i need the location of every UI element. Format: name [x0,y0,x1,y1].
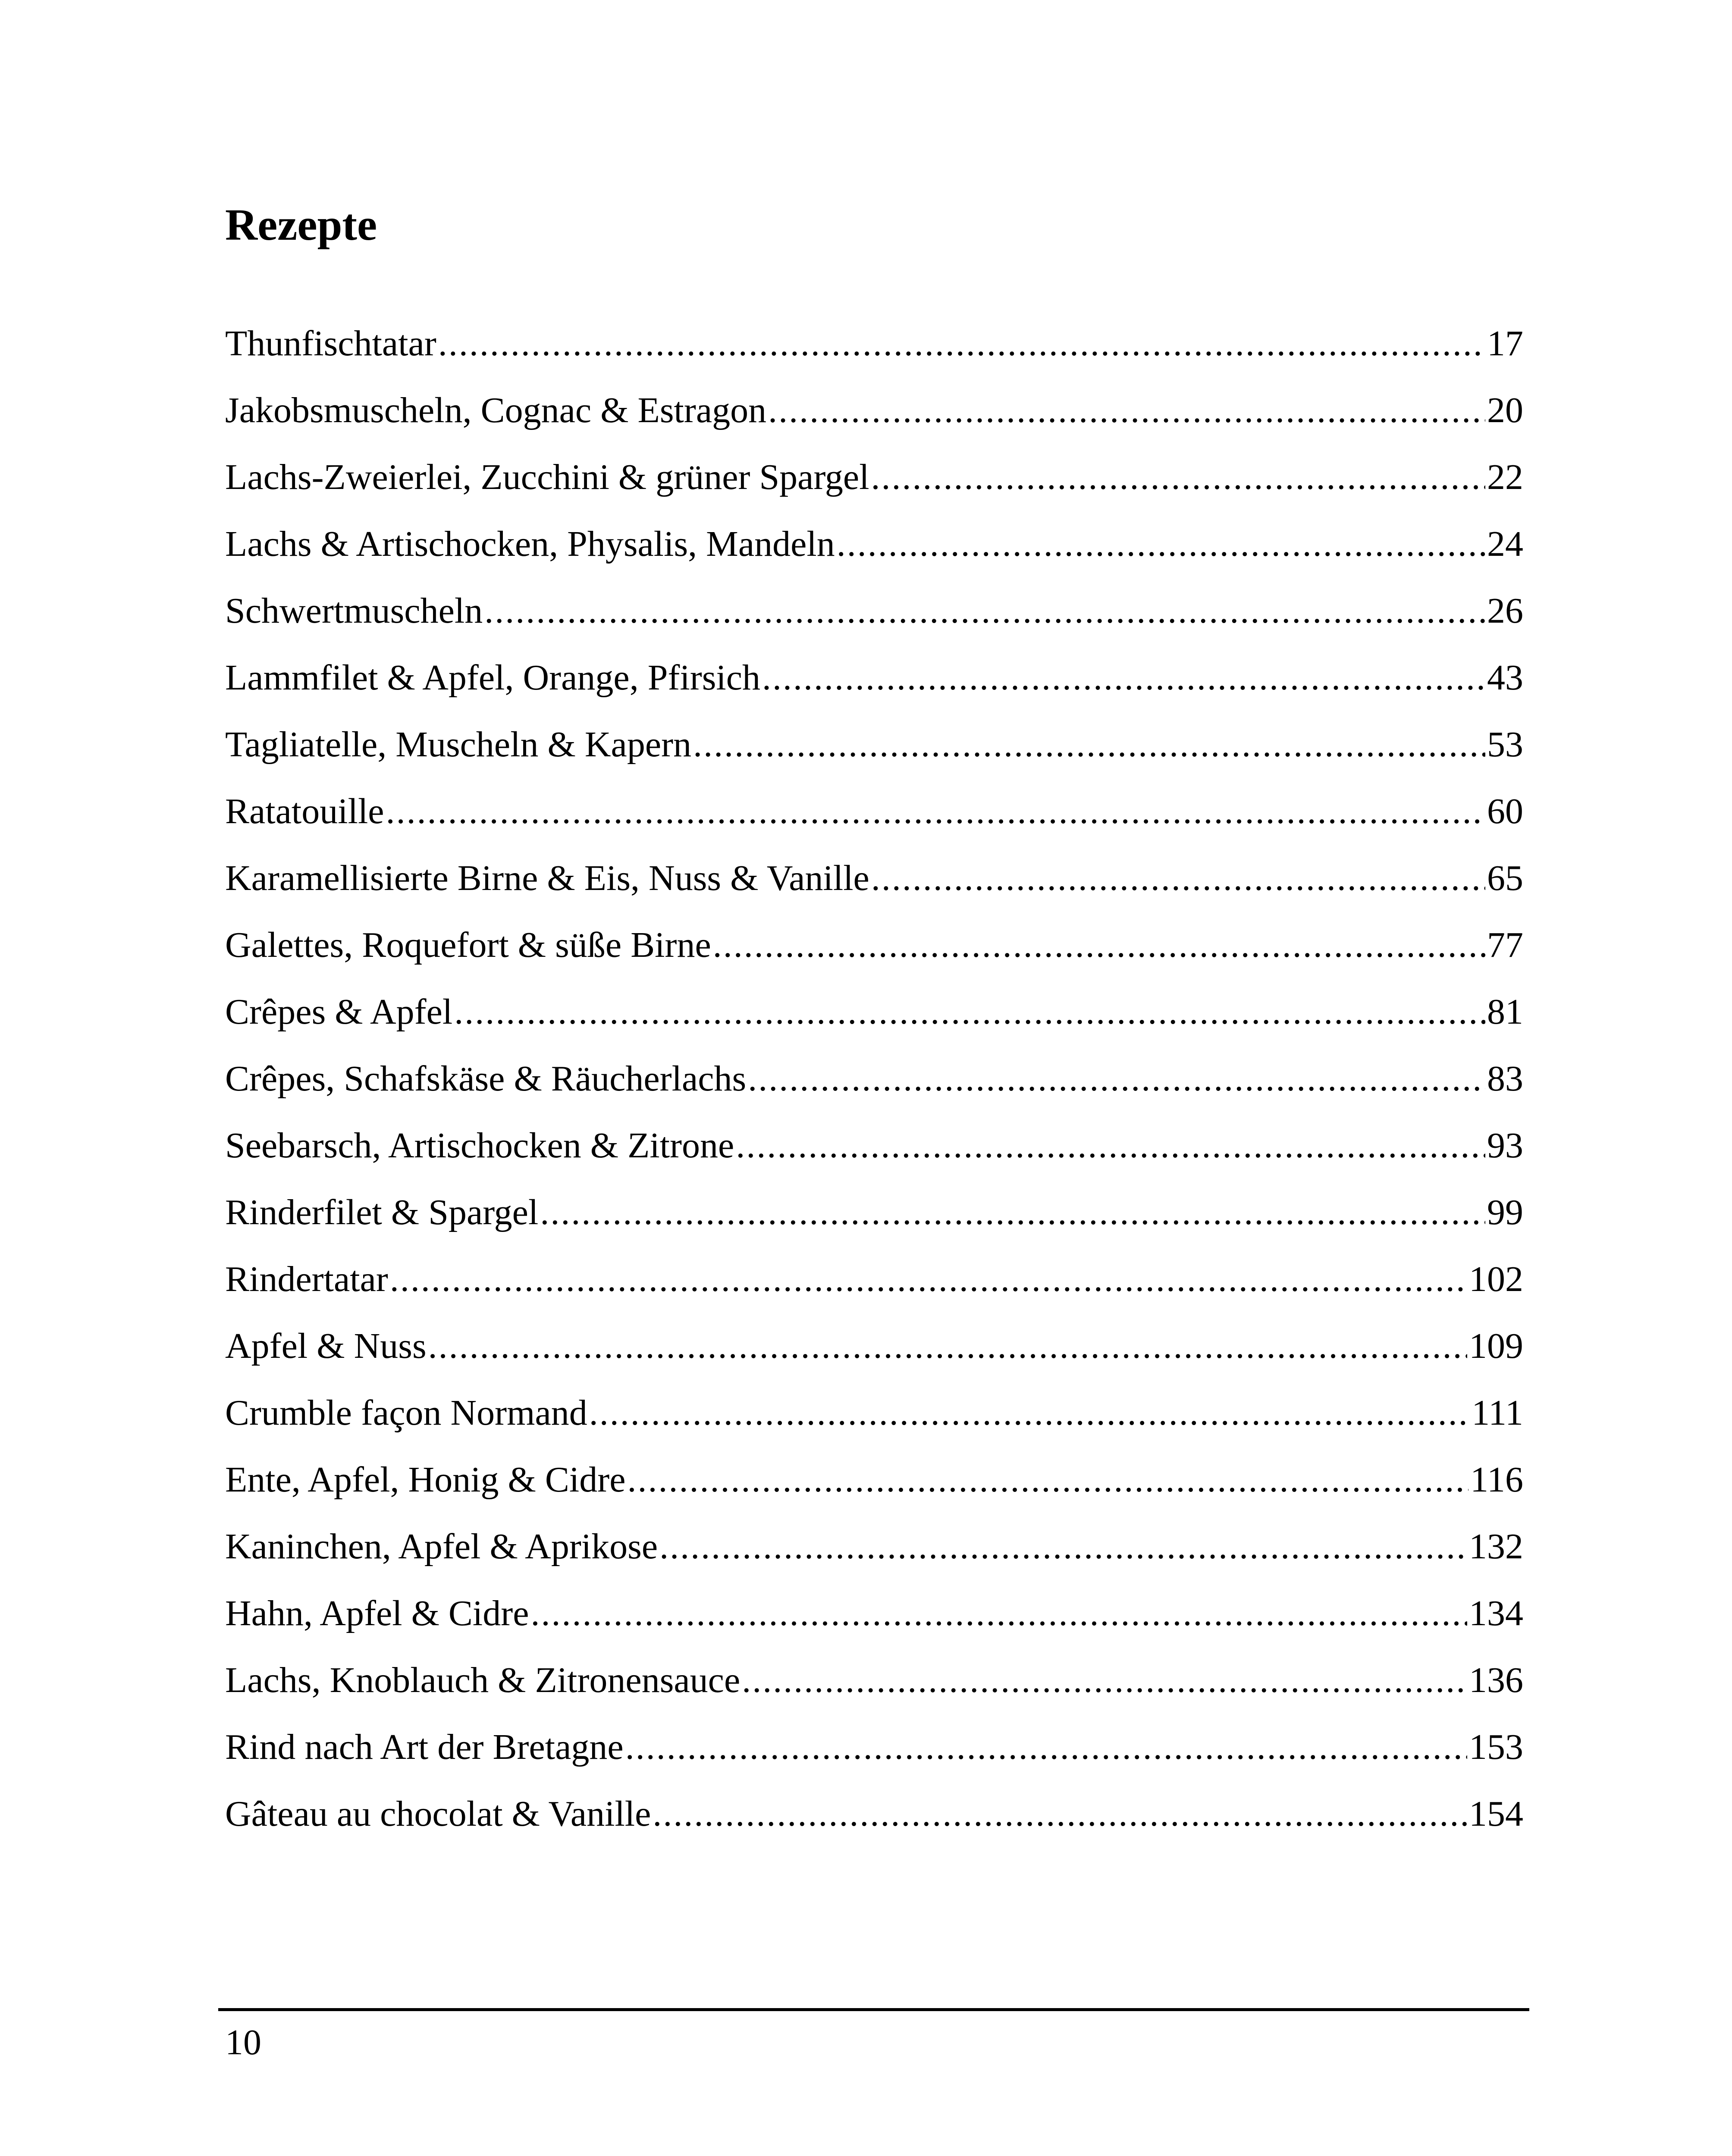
page-number: 10 [225,2022,261,2062]
toc-entry-page: 77 [1487,927,1523,965]
toc-entry-title: Galettes, Roquefort & süße Birne [225,927,711,965]
toc-entry[interactable] [225,1395,1523,1462]
toc-entry-title: Ratatouille [225,793,384,831]
toc-dot-leader [531,1595,1467,1632]
toc-entry-title: Apfel & Nuss [225,1328,427,1366]
toc-entry[interactable] [225,660,1523,727]
toc-entry-page: 136 [1469,1662,1523,1700]
toc-dot-leader [540,1194,1485,1231]
toc-entry-page: 132 [1469,1529,1523,1567]
toc-entry-title: Crumble façon Normand [225,1395,587,1433]
toc-dot-leader [768,392,1485,429]
toc-entry-title: Rinderfilet & Spargel [225,1194,539,1232]
toc-entry-title: Lachs, Knoblauch & Zitronensauce [225,1662,740,1700]
toc-dot-leader [693,727,1485,763]
toc-entry[interactable] [225,526,1523,593]
toc-entry[interactable] [225,1328,1523,1395]
toc-entry-title: Crêpes & Apfel [225,994,453,1032]
toc-entry[interactable] [225,1796,1523,1863]
toc-entry-page: 99 [1487,1194,1523,1232]
toc-entry-page: 83 [1487,1061,1523,1099]
toc-entry-title: Kaninchen, Apfel & Aprikose [225,1529,658,1567]
toc-entry-title: Lachs-Zweierlei, Zucchini & grüner Spargel [225,459,869,497]
toc-dot-leader [625,1729,1467,1765]
toc-entry-page: 116 [1470,1462,1523,1500]
toc-entry-page: 17 [1487,326,1523,364]
toc-entry-title: Hahn, Apfel & Cidre [225,1595,529,1633]
toc-dot-leader [837,526,1485,562]
toc-entry[interactable] [225,1128,1523,1194]
toc-entry-page: 53 [1487,727,1523,765]
toc-dot-leader [438,326,1485,362]
toc-entry-page: 111 [1472,1395,1523,1433]
page-title: Rezepte [225,200,377,250]
toc-dot-leader [484,593,1485,629]
toc-dot-leader [428,1328,1467,1364]
toc-dot-leader [871,860,1485,896]
toc-entry[interactable] [225,994,1523,1061]
toc-entry-page: 20 [1487,392,1523,430]
toc-entry-page: 81 [1487,994,1523,1032]
toc-entry-page: 153 [1469,1729,1523,1767]
toc-dot-leader [589,1395,1470,1431]
toc-entry-title: Schwertmuscheln [225,593,483,631]
toc-entry-title: Lammfilet & Apfel, Orange, Pfirsich [225,660,761,698]
toc-entry[interactable] [225,392,1523,459]
toc-entry[interactable] [225,1729,1523,1796]
toc-entry[interactable] [225,326,1523,392]
toc-entry[interactable] [225,593,1523,660]
toc-entry-page: 24 [1487,526,1523,564]
toc-entry-title: Seebarsch, Artischocken & Zitrone [225,1128,734,1166]
toc-entry-title: Rind nach Art der Bretagne [225,1729,624,1767]
toc-entry-title: Jakobsmuscheln, Cognac & Estragon [225,392,767,430]
toc-entry[interactable] [225,1662,1523,1729]
toc-dot-leader [454,994,1485,1030]
toc-dot-leader [736,1128,1485,1164]
table-of-contents [225,326,1523,1863]
toc-entry[interactable] [225,459,1523,526]
toc-entry-title: Crêpes, Schafskäse & Räucherlachs [225,1061,747,1099]
toc-dot-leader [653,1796,1467,1832]
toc-entry[interactable] [225,860,1523,927]
toc-dot-leader [713,927,1485,963]
toc-entry-title: Tagliatelle, Muscheln & Kapern [225,727,692,765]
toc-entry[interactable] [225,793,1523,860]
toc-entry-title: Karamellisierte Birne & Eis, Nuss & Vanille [225,860,869,898]
toc-entry[interactable] [225,727,1523,793]
toc-entry[interactable] [225,1462,1523,1529]
toc-dot-leader [390,1261,1467,1297]
toc-entry-title: Thunfischtatar [225,326,436,364]
footer-divider [218,2008,1529,2011]
toc-dot-leader [762,660,1485,696]
toc-dot-leader [628,1462,1469,1498]
toc-entry-page: 109 [1469,1328,1523,1366]
toc-entry-page: 134 [1469,1595,1523,1633]
toc-entry-title: Lachs & Artischocken, Physalis, Mandeln [225,526,835,564]
toc-entry[interactable] [225,1194,1523,1261]
toc-entry[interactable] [225,927,1523,994]
toc-entry-page: 43 [1487,660,1523,698]
toc-dot-leader [748,1061,1485,1097]
toc-entry-page: 26 [1487,593,1523,631]
toc-entry-page: 93 [1487,1128,1523,1166]
toc-entry-page: 60 [1487,793,1523,831]
toc-dot-leader [742,1662,1467,1698]
toc-entry-title: Rindertatar [225,1261,388,1299]
toc-dot-leader [386,793,1485,830]
toc-entry-title: Gâteau au chocolat & Vanille [225,1796,651,1834]
toc-entry[interactable] [225,1595,1523,1662]
toc-entry[interactable] [225,1529,1523,1595]
toc-entry-title: Ente, Apfel, Honig & Cidre [225,1462,626,1500]
toc-entry-page: 65 [1487,860,1523,898]
toc-entry[interactable] [225,1261,1523,1328]
toc-entry[interactable] [225,1061,1523,1128]
toc-entry-page: 102 [1469,1261,1523,1299]
toc-dot-leader [659,1529,1467,1565]
toc-dot-leader [871,459,1485,495]
toc-entry-page: 154 [1469,1796,1523,1834]
toc-entry-page: 22 [1487,459,1523,497]
